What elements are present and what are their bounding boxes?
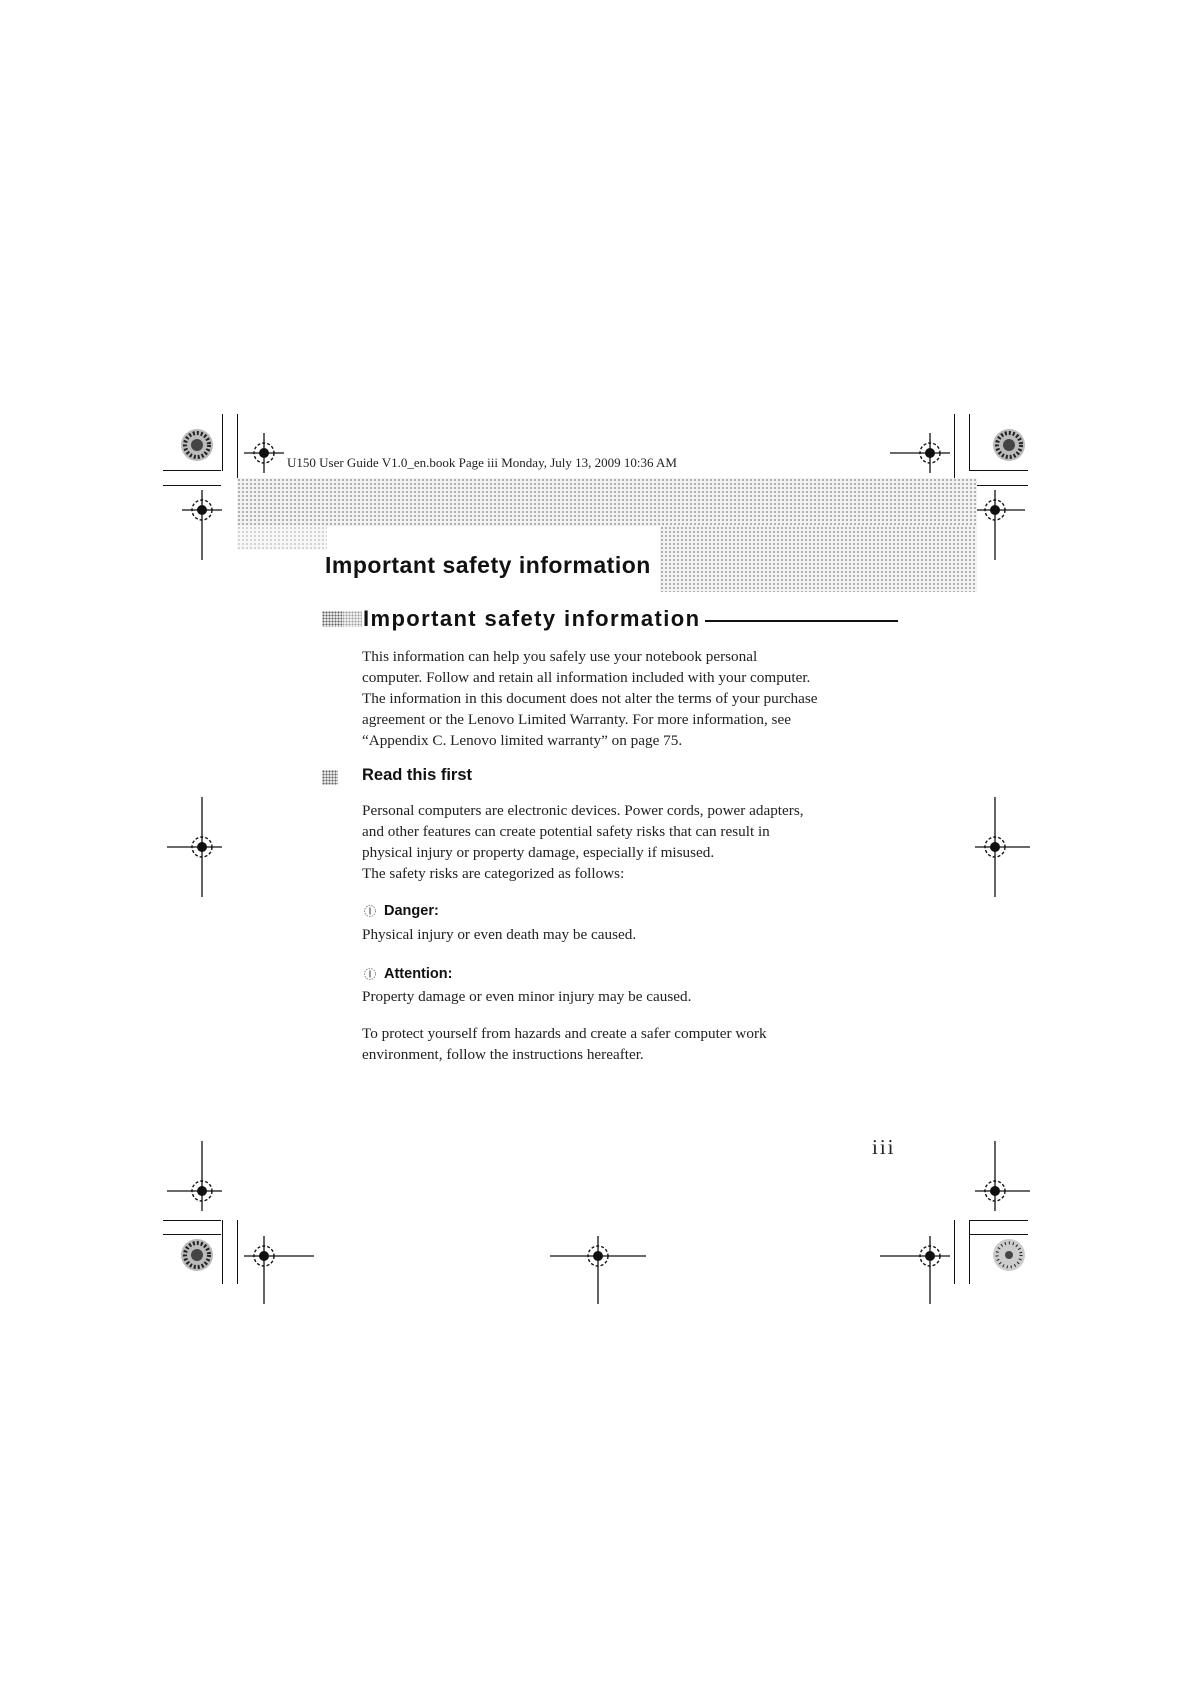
- chapter-banner-lower: [660, 526, 977, 592]
- registration-mark-icon: [975, 827, 1015, 867]
- attention-text: Property damage or even minor injury may be caused.: [362, 988, 692, 1005]
- color-target-icon: [991, 427, 1027, 463]
- registration-mark-icon: [244, 433, 284, 473]
- registration-mark-icon: [244, 1236, 284, 1276]
- registration-mark-icon: [182, 827, 222, 867]
- registration-mark-icon: [182, 490, 222, 530]
- section-marker-icon: [342, 611, 362, 627]
- intro-paragraph: This information can help you safely use your notebook personal computer. Follow and retain all information included with your computer. The information in this document does not alter the terms of your purchase agreement or the Lenovo Limited Warranty. For more information, see “Appendix C. Lenovo limited warranty” on page 75.: [362, 648, 818, 749]
- chapter-banner-fade: [237, 526, 327, 550]
- section-title: Important safety information: [363, 606, 701, 631]
- read-first-paragraph: Personal computers are electronic devices. Power cords, power adapters, and other features can create potential safety risks that can result in physical injury or property damage, especially if misused. The safety risks are categorized as follows:: [362, 802, 804, 882]
- attention-label: Attention:: [384, 966, 453, 982]
- chapter-title: Important safety information: [325, 552, 651, 578]
- section-marker-icon: [322, 611, 342, 627]
- section-rule: [705, 620, 898, 622]
- page-number: iii: [872, 1135, 896, 1159]
- book-header: U150 User Guide V1.0_en.book Page iii Monday, July 13, 2009 10:36 AM: [287, 455, 677, 470]
- registration-mark-icon: [910, 433, 950, 473]
- registration-mark-icon: [182, 1171, 222, 1211]
- registration-mark-icon: [975, 490, 1015, 530]
- color-target-icon: [179, 1237, 215, 1273]
- registration-mark-icon: [975, 1171, 1015, 1211]
- chapter-banner: [237, 478, 977, 526]
- danger-label: Danger:: [384, 903, 439, 919]
- danger-icon: [363, 904, 377, 918]
- registration-mark-icon: [910, 1236, 950, 1276]
- read-first-title: Read this first: [362, 766, 473, 784]
- attention-icon: [363, 967, 377, 981]
- subsection-marker-icon: [322, 770, 338, 785]
- color-target-icon: [991, 1237, 1027, 1273]
- danger-text: Physical injury or even death may be caused.: [362, 926, 637, 943]
- color-target-icon: [179, 427, 215, 463]
- registration-mark-icon: [578, 1236, 618, 1276]
- closing-paragraph: To protect yourself from hazards and create a safer computer work environment, follow the instructions hereafter.: [362, 1025, 767, 1063]
